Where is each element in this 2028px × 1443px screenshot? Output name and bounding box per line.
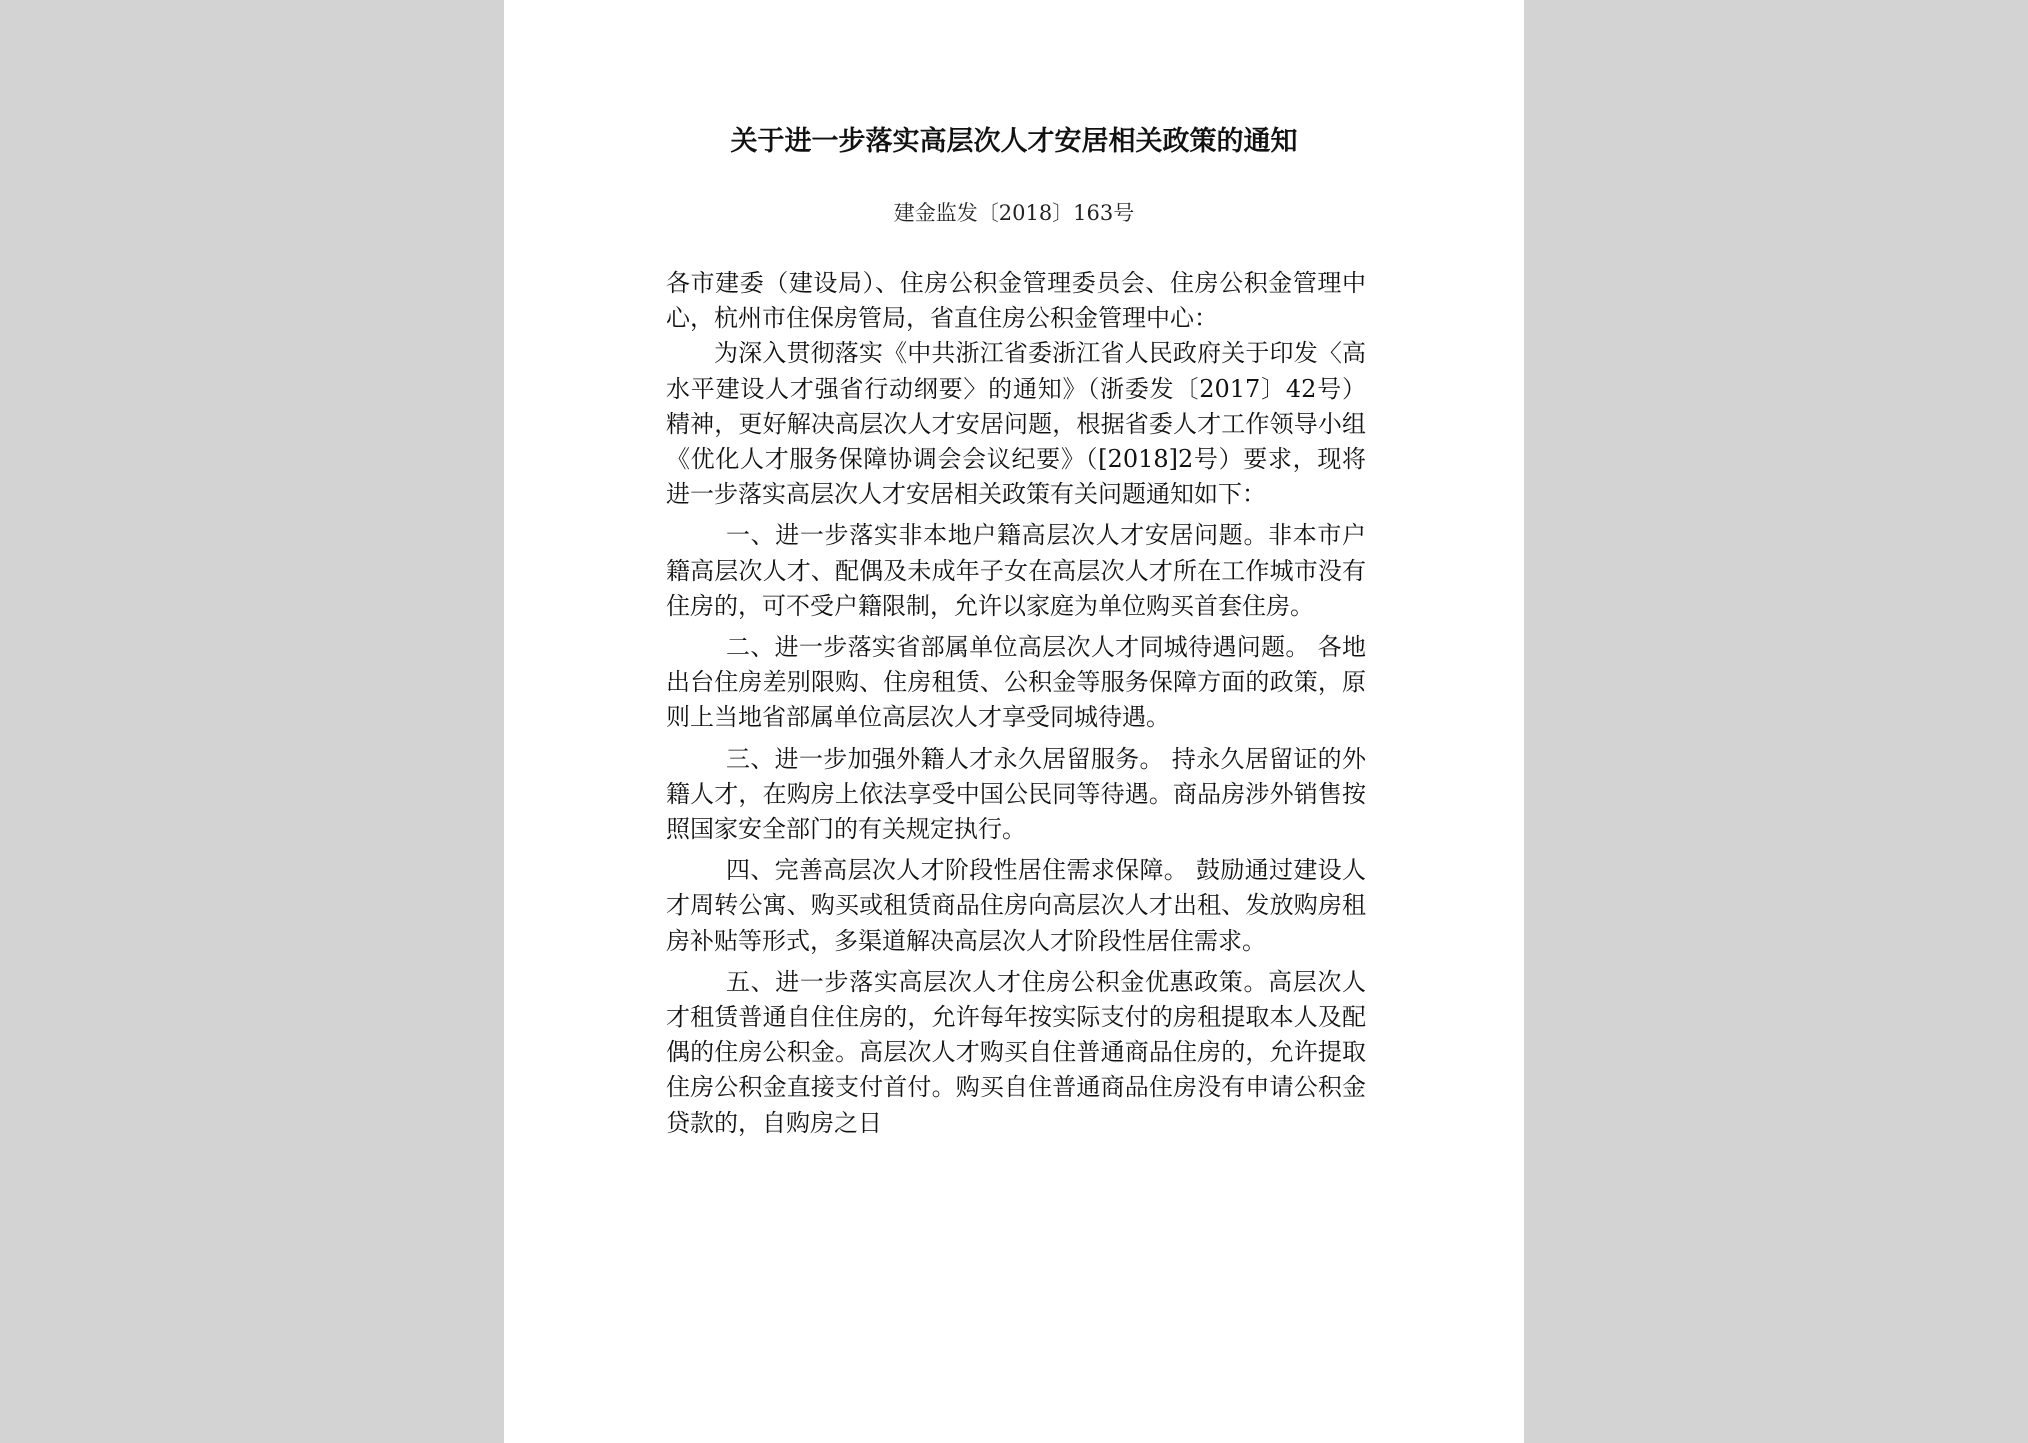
- document-page: [504, 0, 1524, 1443]
- section-5-paragraph: 五、进一步落实高层次人才住房公积金优惠政策。高层次人才租赁普通自住住房的，允许每年按实际支付的房租提取本人及配偶的住房公积金。高层次人才购买自住普通商品住房的，允许提取住房公积金直接支付首付。购买自住普通商品住房没有申请公积金贷款的，自购房之日: [666, 967, 1366, 1137]
- section-2-paragraph: 二、进一步落实省部属单位高层次人才同城待遇问题。 各地出台住房差别限购、住房租赁、公积金等服务保障方面的政策，原则上当地省部属单位高层次人才享受同城待遇。: [666, 633, 1366, 732]
- document-title: 关于进一步落实高层次人才安居相关政策的通知: [730, 126, 1298, 157]
- document-number: 建金监发〔2018〕163号: [893, 201, 1135, 225]
- section-4-paragraph: 四、完善高层次人才阶段性居住需求保障。 鼓励通过建设人才周转公寓、购买或租赁商品住房向高层次人才出租、发放购房租房补贴等形式，多渠道解决高层次人才阶段性居住需求。: [666, 856, 1366, 955]
- section-1-paragraph: 一、进一步落实非本地户籍高层次人才安居问题。非本市户籍高层次人才、配偶及未成年子女在高层次人才所在工作城市没有住房的，可不受户籍限制，允许以家庭为单位购买首套住房。: [666, 521, 1366, 620]
- intro-paragraph: 为深入贯彻落实《中共浙江省委浙江省人民政府关于印发〈高水平建设人才强省行动纲要〉的通知》（浙委发〔2017〕42号）精神，更好解决高层次人才安居问题，根据省委人才工作领导小组《优化人才服务保障协调会会议纪要》（[2018]2号）要求，现将进一步落实高层次人才安居相关政策有关问题通知如下：: [666, 339, 1366, 509]
- section-3-paragraph: 三、进一步加强外籍人才永久居留服务。 持永久居留证的外籍人才，在购房上依法享受中国公民同等待遇。商品房涉外销售按照国家安全部门的有关规定执行。: [666, 744, 1366, 844]
- document-body: [666, 266, 1366, 1141]
- addressee: 各市建委（建设局）、住房公积金管理委员会、住房公积金管理中心，杭州市住保房管局，省直住房公积金管理中心：: [666, 269, 1366, 333]
